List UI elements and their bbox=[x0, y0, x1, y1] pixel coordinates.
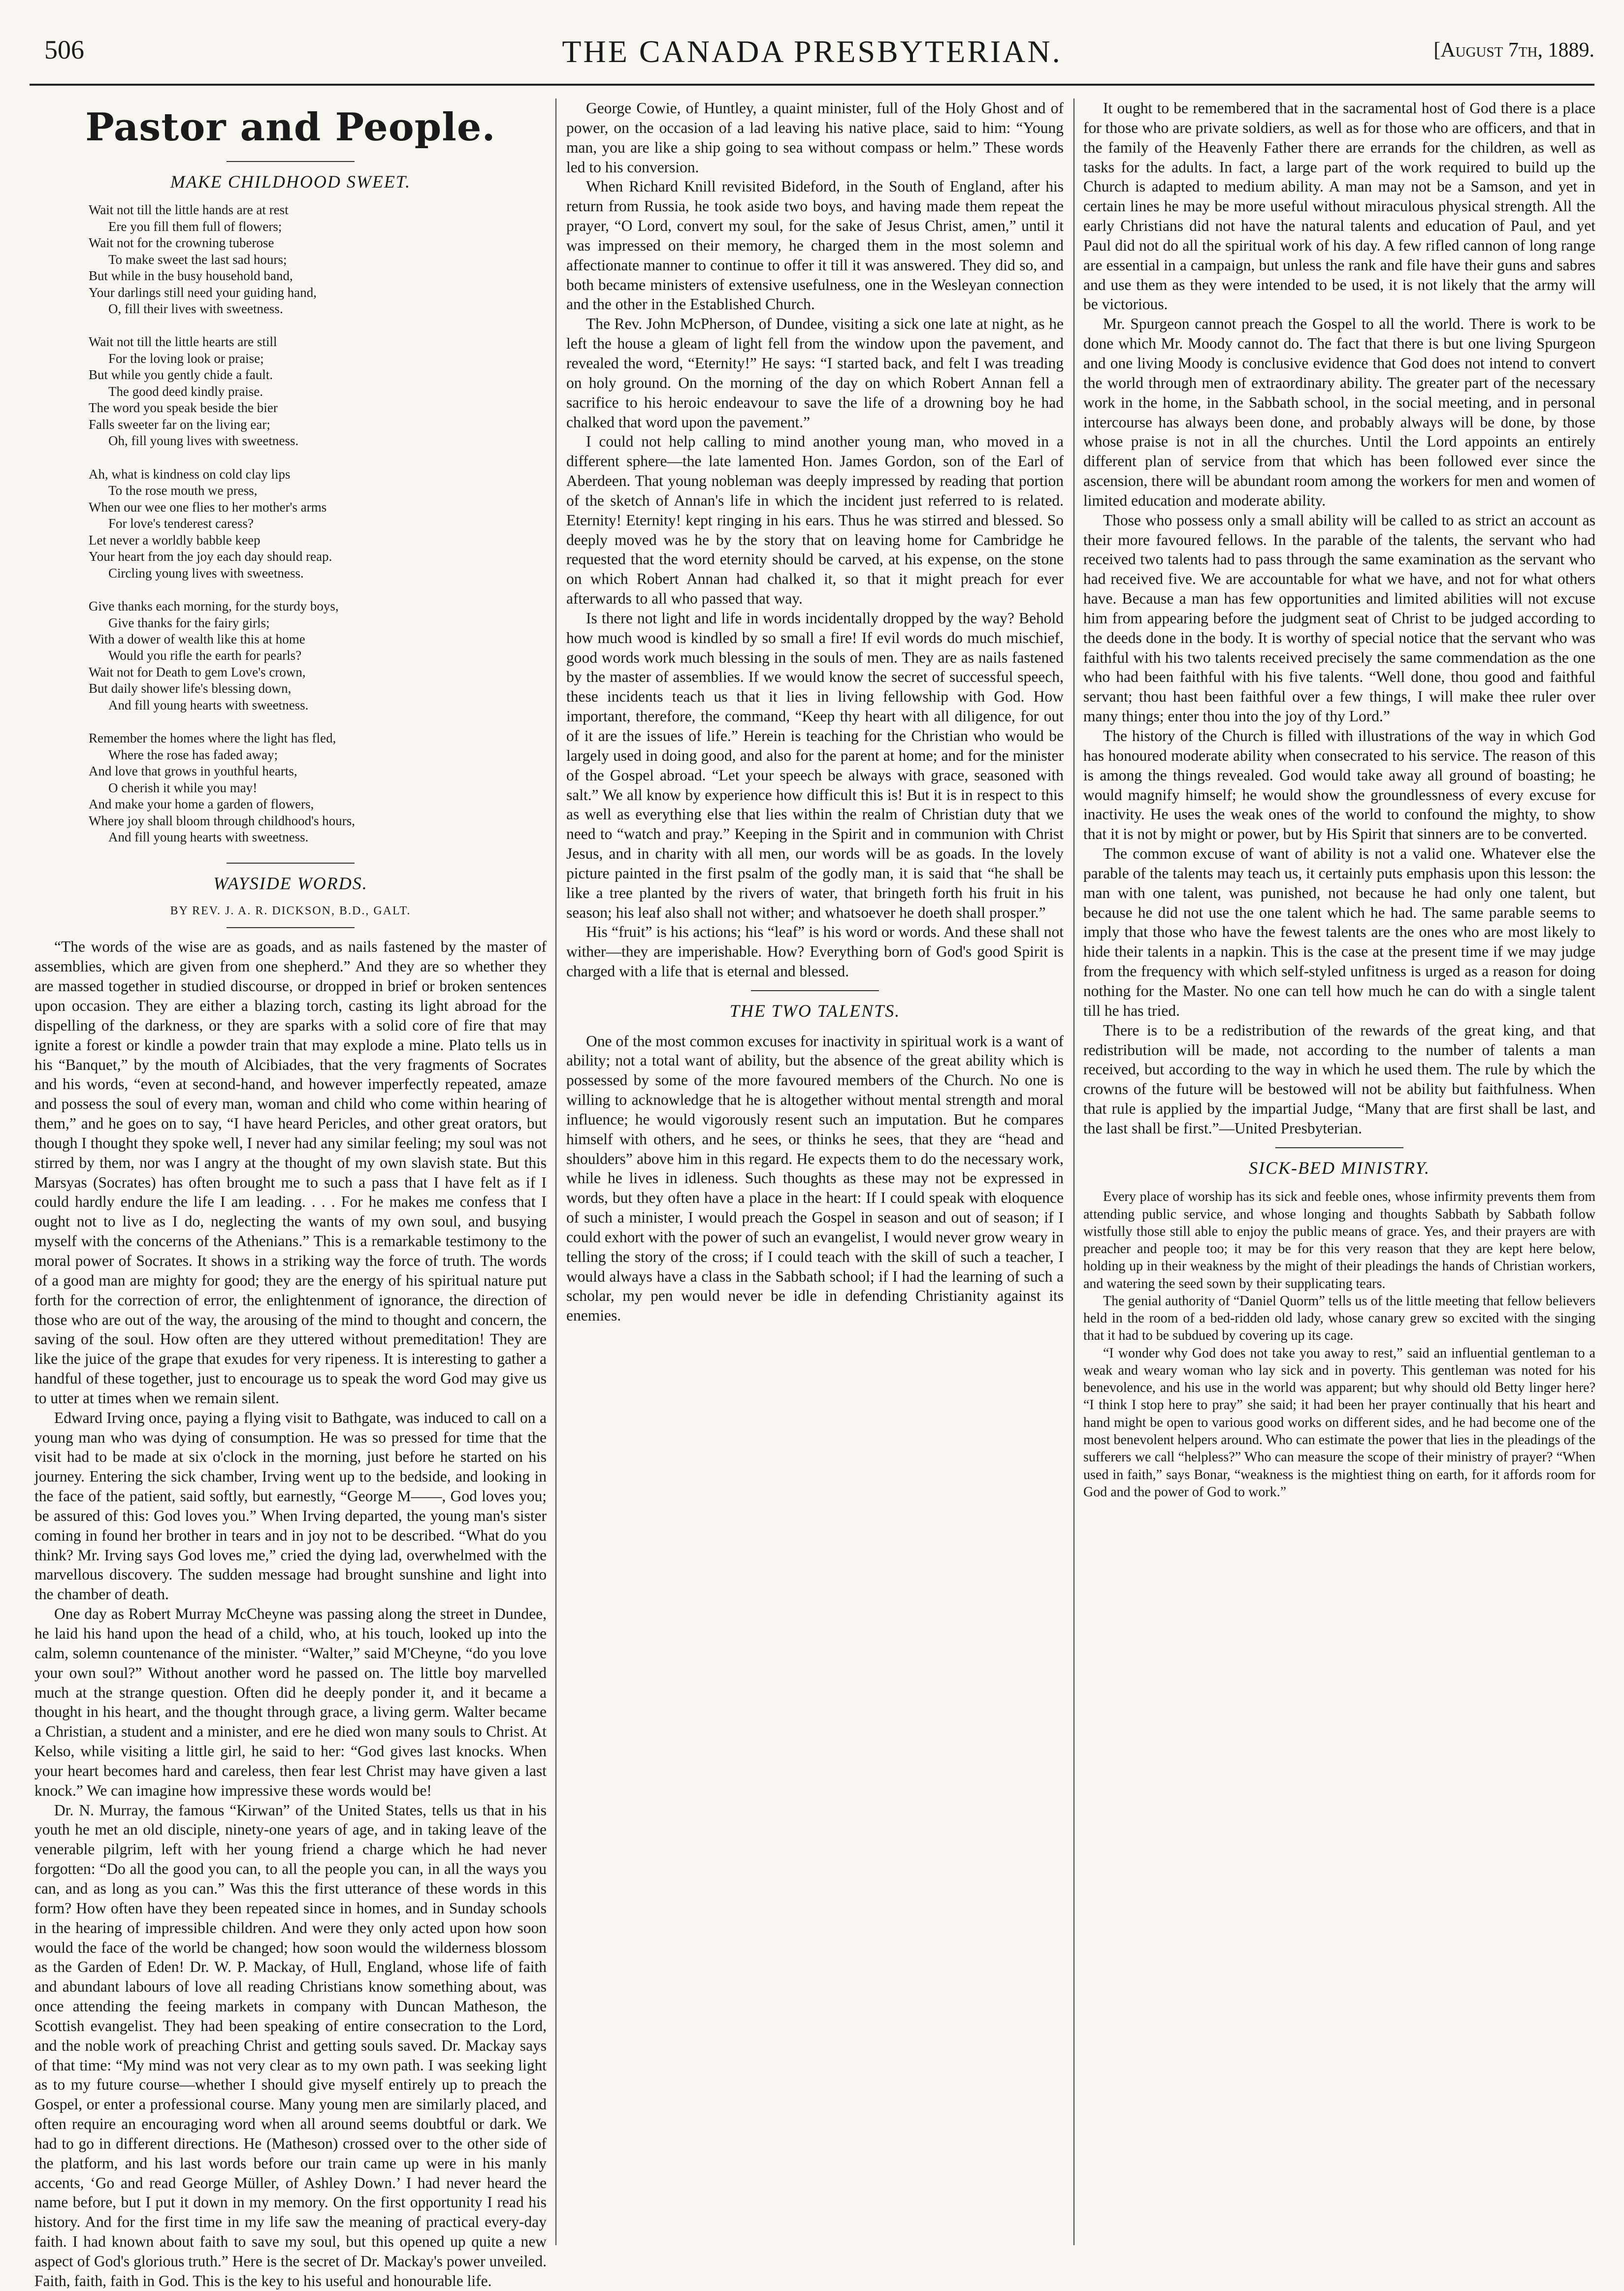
poem-line: Wait not till the little hands are at rest bbox=[89, 202, 289, 218]
article-paragraph: Edward Irving once, paying a flying visit to Bathgate, was induced to call on a young man who was dying of consumption. He was so pressed for time that the visit had to be made at six o'clock in the morning, just before he started on his journey. Entering the sick chamber, Irving went up to the bedside, and looking in the face of the patient, said softly, but earnestly, “George M——, God loves you; be assured of this: God loves you.” When Irving departed, the young man's sister coming in found her brother in tears and in joy not to be described. “What do you think? Mr. Irving says God loves me,” cried the dying lad, overwhelmed with the marvellous discovery. The sudden message had brought sunshine and light into the chamber of death. bbox=[34, 1409, 547, 1603]
article-paragraph: Mr. Spurgeon cannot preach the Gospel to all the world. There is work to be done which Mr. Moody cannot do. The fact that there is but one living Spurgeon and one living Moody is conclusive evidence that God does not intend to convert the world through men of extraordinary ability. The greater part of the necessary work in the home, in the Sabbath school, in the social meeting, and in personal intercourse has always been done, and probably always will be done, by those whose praise is not in all the churches. Until the Lord appoints an entirely different plan of service from that which has been followed ever since the ascension, there will be abundant room among the workers for men and women of limited education and moderate ability. bbox=[1083, 315, 1595, 509]
poem-line: With a dower of wealth like this at home bbox=[89, 631, 305, 646]
article-paragraph: The history of the Church is filled with illustrations of the way in which God has honoured moderate ability when consecrated to his service. The reason of this is among the things revealed. God would take away all ground of boasting; he would magnify himself; he would show the groundlessness of every excuse for inactivity. He uses the weak ones of the world to confound the mighty, to show that it is not by might or power, but by His Spirit that sinners are to be converted. bbox=[1083, 727, 1595, 843]
poem-line: Give thanks for the fairy girls; bbox=[108, 615, 270, 630]
article-body-sickbed bbox=[1083, 1188, 1595, 1501]
article-title-sickbed: SICK-BED MINISTRY. bbox=[1248, 1158, 1430, 1178]
poem-line: For love's tenderest caress? bbox=[108, 516, 254, 531]
poem-line: Ah, what is kindness on cold clay lips bbox=[89, 466, 291, 482]
poem-line: Remember the homes where the light has fled, bbox=[89, 731, 336, 746]
article-title-wayside: WAYSIDE WORDS. bbox=[213, 873, 368, 893]
poem-title: MAKE CHILDHOOD SWEET. bbox=[170, 171, 411, 192]
poem-line: But while in the busy household band, bbox=[89, 268, 293, 284]
poem-line: Your heart from the joy each day should reap. bbox=[89, 549, 332, 564]
poem-line: Give thanks each morning, for the sturdy boys, bbox=[89, 599, 339, 614]
poem-line: Your darlings still need your guiding hand, bbox=[89, 285, 317, 300]
article-paragraph: “I wonder why God does not take you away to rest,” said an influential gentleman to a weak and weary woman who lay sick and in poverty. This gentleman was noted for his benevolence, and his use in the world was apparent; but why should old Betty linger here? “I think I stop here to pray” she said; it had been her prayer continually that his heart and hand might be open to various good works on different sides, and he had become one of the most benevolent helpers around. Who can estimate the power that lies in the pleadings of the sufferers we call “helpless?” Who can measure the scope of their ministry of prayer? “When used in faith,” says Bonar, “weakness is the mightiest thing on earth, for it affords room for God and the power of God to work.” bbox=[1083, 1345, 1595, 1500]
poem-line: Ere you fill them full of flowers; bbox=[108, 219, 282, 234]
poem-line: O cherish it while you may! bbox=[108, 780, 258, 795]
poem-stanza bbox=[89, 730, 547, 845]
article-paragraph: Dr. N. Murray, the famous “Kirwan” of the United States, tells us that in his youth he met an old disciple, ninety-one years of age, and in taking leave of the venerable pilgrim, left with her young friend a charge which he had never forgotten: “Do all the good you can, to all the people you can, in all the ways you can, and as long as you can.” Was this the first utterance of these words in this form? How often have they been repeated since in homes, and in Sunday schools in the hearing of impressible children. And were they only acted upon how soon would the face of the world be changed; how soon would the wilderness blossom as the Garden of Eden! Dr. W. P. Mackay, of Hull, England, whose life of faith and abundant labours of love all reading Christians know something about, was once attending the feeing markets in company with Duncan Matheson, the Scottish evangelist. They had been speaking of entire consecration to the Lord, and the noble work of preaching Christ and getting souls saved. Dr. Mackay says of that time: “My mind was not very clear as to my own path. I was seeking light as to my future course—whether I should give myself entirely up to preach the Gospel, or enter a professional course. Many young men are similarly placed, and often require an encouraging word when all around seems doubtful or dark. We had to go in different directions. He (Matheson) crossed over to the other side of the platform, and his last words before our train came up were in his manly accents, ‘Go and read George Müller, of Ashley Down.’ I had never heard the name before, but I put it down in my memory. On the first opportunity I read his history. And for the first time in my life saw the meaning of practical every-day faith. I had known about faith to save my soul, but this opened up quite a new aspect of God's glorious truth.” Here is the secret of Dr. Mackay's power unveiled. Faith, faith, faith in God. This is the key to his useful and honourable life. bbox=[34, 1801, 547, 2290]
poem-line: And fill young hearts with sweetness. bbox=[108, 830, 309, 845]
article-paragraph: It ought to be remembered that in the sacramental host of God there is a place for those who are private soldiers, as well as for those who are officers, and that in the family of the Heavenly Father there are errands for the children, as well as tasks for the adults. In fact, a large part of the work required to build up the Church is adapted to medium ability. A man may not be a Samson, and yet in certain lines he may be more useful without miraculous physical strength. All the early Christians did not have the natural talents and education of Paul, and yet Paul did not do all the spiritual work of his day. A few rifled cannon of long range are essential in a campaign, but unless the rank and file have their guns and sabres and use them as they were intended to be used, it is not likely that the army will be victorious. bbox=[1083, 99, 1595, 313]
article-body-talents-cont bbox=[1083, 98, 1595, 1138]
page-header bbox=[30, 30, 1594, 86]
poem-line: Where the rose has faded away; bbox=[108, 747, 278, 762]
poem-line: Wait not for the crowning tuberose bbox=[89, 235, 274, 251]
poem-line: Circling young lives with sweetness. bbox=[108, 565, 304, 581]
article-body-wayside bbox=[34, 937, 547, 2291]
article-paragraph: Those who possess only a small ability will be called to as strict an account as their more favoured fellows. In the parable of the talents, the servant who had received two talents had to pass through the same examination as the servant who had received five. We are accountable for what we have, and not for what others have. Because a man has few opportunities and limited abilities will not excuse him from appearing before the judgment seat of Christ to be judged according to the deeds done in the body. It is worthy of special notice that the servant who was faithful with his two talents received precisely the same commendation as the one who had been faithful with his five talents. “Well done, thou good and faithful servant; thou hast been faithful over a few things, I will make thee ruler over many things; enter thou into the joy of thy Lord.” bbox=[1083, 511, 1595, 725]
column-divider bbox=[1073, 98, 1074, 2245]
article-paragraph: The genial authority of “Daniel Quorm” tells us of the little meeting that fellow believers held in the room of a bed-ridden old lady, whose canary grew so excited with the singing that it had to be subdued by covering up its cage. bbox=[1083, 1293, 1595, 1344]
article-rule bbox=[751, 990, 879, 991]
column-divider bbox=[555, 98, 556, 2245]
column-2 bbox=[566, 98, 1064, 2245]
column-1 bbox=[34, 98, 547, 2290]
article-paragraph: His “fruit” is his actions; his “leaf” is his word or words. And these shall not wither—they are imperishable. How? Everything born of God's good Spirit is charged with a life that is eternal and blessed. bbox=[566, 923, 1064, 980]
article-paragraph: Is there not light and life in words incidentally dropped by the way? Behold how much wood is kindled by so small a fire! If evil words do much mischief, good words work much blessing in the souls of men. They are as nails fastened by the master of assemblies. If we would know the secret of successful speech, these incidents teach us that it lies in living fellowship with God. How important, therefore, the command, “Keep thy heart with all diligence, for out of it are the issues of life.” Herein is teaching for the Christian who would be largely used in doing good, and also for the parent at home; and for the minister of the Gospel abroad. “Let your speech be always with grace, seasoned with salt.” We all know by experience how difficult this is! But it is in respect to this as well as everything else that lies within the realm of Christian duty that we need to “watch and pray.” Keeping in the Spirit and in communion with Christ Jesus, and in charity with all men, our words will be as goads. In the lovely picture painted in the first psalm of the godly man, it is said that “he shall be like a tree planted by the rivers of water, that bringeth forth his fruit in his season; his leaf also shall not wither; and whatsoever he doeth shall prosper.” bbox=[566, 609, 1064, 921]
poem-line: Let never a worldly babble keep bbox=[89, 532, 260, 548]
poem-stanza bbox=[89, 334, 547, 449]
article-paragraph: The common excuse of want of ability is not a valid one. Whatever else the parable of the talents may teach us, it certainly puts emphasis upon this lesson: the man with one talent, was punished, not because he had only one talent, but because he did not use the one talent which he had. The same parable seems to imply that those who have the fewest talents are the ones who are most likely to hide their talents in a napkin. This is the case at the present time if we may judge from the frequency with which self-styled unfitness is urged as a reason for doing nothing for the Master. No one can tell how much he can do with a single talent till he has tried. bbox=[1083, 845, 1595, 1019]
poem-line: To make sweet the last sad hours; bbox=[108, 252, 287, 267]
poem-line: Oh, fill young lives with sweetness. bbox=[108, 433, 299, 449]
poem-line: And make your home a garden of flowers, bbox=[89, 797, 314, 812]
article-rule bbox=[227, 863, 355, 864]
poem-body bbox=[89, 202, 547, 845]
poem-line: The good deed kindly praise. bbox=[108, 384, 263, 399]
newspaper-title: THE CANADA PRESBYTERIAN. bbox=[562, 34, 1062, 69]
poem-line: But daily shower life's blessing down, bbox=[89, 681, 292, 696]
poem-line: To the rose mouth we press, bbox=[108, 483, 258, 498]
article-paragraph: Every place of worship has its sick and feeble ones, whose infirmity prevents them from attending public service, and whose longing and thoughts Sabbath by Sabbath follow wistfully those still able to enjoy the public means of grace. Yes, and their prayers are with preacher and people too; it may be for this very reason that they are kept here below, holding up in their weakness by the might of their pleadings the hands of Christian workers, and watering the seed sown by their supplicating tears. bbox=[1083, 1189, 1595, 1291]
poem-stanza bbox=[89, 466, 547, 581]
poem-stanza bbox=[89, 202, 547, 317]
poem-line: The word you speak beside the bier bbox=[89, 400, 278, 416]
article-byline: BY REV. J. A. R. DICKSON, B.D., GALT. bbox=[170, 904, 411, 918]
article-paragraph: When Richard Knill revisited Bideford, in the South of England, after his return from Russia, he took aside two boys, and having made them repeat the prayer, “O Lord, convert my soul, for the sake of Jesus Christ, amen,” until it was impressed on their memory, he charged them in the most solemn and affectionate manner to continue to offer it till it was answered. They did so, and both became ministers of extensive usefulness, one in the Wesleyan connection and the other in the Established Church. bbox=[566, 178, 1064, 313]
article-paragraph: The Rev. John McPherson, of Dundee, visiting a sick one late at night, as he left the house a gleam of light fell from the window upon the pavement, and revealed the word, “Eternity!” He says: “I started back, and felt I was treading on holy ground. On the morning of the day on which Robert Annan fell a sacrifice to his heroic endeavour to save the life of a drowning boy he had chalked that word upon the pavement.” bbox=[566, 315, 1064, 431]
article-body-wayside-cont bbox=[566, 98, 1064, 981]
poem-line: Falls sweeter far on the living ear; bbox=[89, 417, 270, 432]
section-heading: Pastor and People. bbox=[85, 105, 496, 150]
article-title-talents: THE TWO TALENTS. bbox=[729, 1000, 901, 1021]
article-body-talents bbox=[566, 1032, 1064, 1326]
section-rule bbox=[227, 161, 355, 162]
article-paragraph: “The words of the wise are as goads, and as nails fastened by the master of assemblies, which are given from one shepherd.” And they are so whether they are massed together in studied discourse, or dropped in brief or broken sentences upon occasion. They are either a blazing torch, casting its light abroad for the dispelling of the darkness, or they are sparks with a solid core of fire that may ignite a forest or kindle a powder train that may explode a mine. Plato tells us in his “Banquet,” by the mouth of Alcibiades, that the very fragments of Socrates and his words, “even at second-hand, and however imperfectly repeated, amaze and possess the soul of every man, woman and child who come within hearing of them,” and he goes on to say, “I have heard Pericles, and other great orators, but though I thought they spoke well, I never had any similar feeling; my soul was not stirred by them, nor was I angry at the thought of my own slavish state. But this Marsyas (Socrates) has often brought me to such a pass that I have felt as if I could hardly endure the life I am leading. . . . For he makes me confess that I ought not to live as I do, neglecting the wants of my own soul, and busying myself with the concerns of the Athenians.” This is a remarkable testimony to the moral power of Socrates. It shows in a striking way the force of truth. The words of a good man are mighty for good; they are the energy of his spiritual nature put forth for the correction of error, the enlightenment of ignorance, the direction of those who are out of the way, the arousing of the mind to thought and concern, the saving of the soul. How often are they uttered without premeditation! They are like the juice of the grape that exudes for very ripeness. It is interesting to gather a handful of these together, just to encourage us to speak the word God may give us to utter at times when we remain silent. bbox=[34, 938, 547, 1407]
poem-line: But while you gently chide a fault. bbox=[89, 367, 273, 383]
poem-line: Would you rifle the earth for pearls? bbox=[108, 648, 302, 663]
page-number: 506 bbox=[44, 35, 84, 65]
issue-date: [August 7th, 1889. bbox=[1433, 39, 1594, 62]
poem-line: O, fill their lives with sweetness. bbox=[108, 301, 283, 316]
article-paragraph: One of the most common excuses for inactivity in spiritual work is a want of ability; not a total want of ability, but the absence of the great ability which is possessed by some of the more favoured members of the Church. No one is willing to acknowledge that he is altogether without mental strength and moral influence; he would vigorously resent such an imputation. But he compares himself with others, and he sees, or thinks he sees, that they are “head and shoulders” above him in this regard. He expects them to do the necessary work, while he lives in idleness. Such thoughts as these may not be expressed in words, but they often have a place in the heart: If I could speak with eloquence of such a minister, I would preach the Gospel in season and out of season; if I could exhort with the power of such an evangelist, I would never grow weary in telling the story of the cross; if I could teach with the skill of such a teacher, I would always have a class in the Sabbath school; if I had the learning of such a scholar, my pen would never be idle in defending Christianity against its enemies. bbox=[566, 1032, 1064, 1324]
poem-line: Wait not till the little hearts are still bbox=[89, 334, 277, 350]
poem-stanza bbox=[89, 598, 547, 713]
article-rule bbox=[1275, 1147, 1403, 1148]
article-paragraph: I could not help calling to mind another young man, who moved in a different sphere—the late lamented Hon. James Gordon, son of the Earl of Aberdeen. That young nobleman was deeply impressed by reading that portion of the sketch of Annan's life in which the incident just referred to is related. Eternity! Eternity! kept ringing in his ears. Thus he was stirred and blessed. So deeply moved was he by the story that on leaving home for Cambridge he requested that the word eternity should be carved, at his expense, on the stone on which Robert Annan had chalked it, so that it might preach for ever afterwards to all who passed that way. bbox=[566, 433, 1064, 608]
poem-line: When our wee one flies to her mother's arms bbox=[89, 499, 327, 515]
poem-line: And fill young hearts with sweetness. bbox=[108, 697, 309, 712]
poem-line: And love that grows in youthful hearts, bbox=[89, 764, 297, 779]
poem-line: Wait not for Death to gem Love's crown, bbox=[89, 664, 306, 679]
article-paragraph: There is to be a redistribution of the rewards of the great king, and that redistribution will be made, not according to the number of talents a man received, but according to the way in which he used them. The rule by which the crowns of the future will be bestowed will not be ability but faithfulness. When that rule is applied by the impartial Judge, “Many that are first shall be last, and the last shall be first.”—United Presbyterian. bbox=[1083, 1021, 1595, 1137]
poem-line: For the loving look or praise; bbox=[108, 351, 264, 366]
article-paragraph: One day as Robert Murray McCheyne was passing along the street in Dundee, he laid his hand upon the head of a child, who, at his touch, looked up into the calm, solemn countenance of the minister. “Walter,” said M'Cheyne, “do you love your own soul?” Without another word he passed on. The little boy marvelled much at the strange question. Often did he deeply ponder it, and it became a thought in his heart, and the thought through grace, a living germ. Walter became a Christian, a student and a minister, and ere he died won many souls to Christ. At Kelso, while visiting a little girl, he said to her: “God gives last knocks. When your heart becomes hard and careless, then fear lest Christ may have given a last knock.” We can imagine how impressive these words would be! bbox=[34, 1605, 547, 1799]
column-3 bbox=[1083, 98, 1595, 2245]
poem-line: Where joy shall bloom through childhood's hours, bbox=[89, 813, 356, 828]
article-paragraph: George Cowie, of Huntley, a quaint minister, full of the Holy Ghost and of power, on the occasion of a lad leaving his native place, said to him: “Young man, you are like a ship going to sea without compass or helm.” These words led to his conversion. bbox=[566, 99, 1064, 176]
article-rule bbox=[227, 927, 355, 928]
